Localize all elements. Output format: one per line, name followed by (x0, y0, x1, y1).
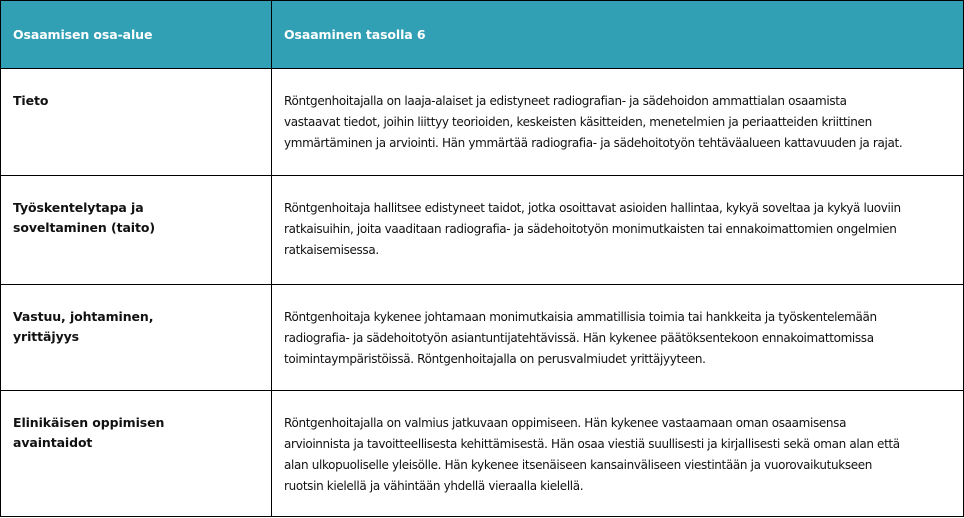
header-area: Osaamisen osa-alue (1, 1, 272, 69)
area-label: Työskentelytapa ja (13, 200, 144, 215)
description-line: Röntgenhoitaja hallitsee edistyneet taidot, jotka osoittavat asioiden hallintaa, kykyä soveltaa ja kykyä luoviin (284, 201, 901, 215)
description-cell (272, 391, 964, 517)
area-label: soveltaminen (taito) (13, 220, 155, 235)
area-label: Tieto (13, 93, 49, 108)
description-line: arvioinnista ja tavoitteellisesta kehittämisestä. Hän osaa viestiä suullisesti ja kirjallisesti sekä oman alan että (284, 437, 900, 451)
area-label: Vastuu, johtaminen, (13, 309, 154, 324)
area-cell (1, 391, 272, 517)
area-label: Elinikäisen oppimisen (13, 415, 165, 430)
description-line: Röntgenhoitaja kykenee johtamaan monimutkaisia ammatillisia toimia tai hankkeita ja työskentelemään (284, 310, 877, 324)
description-line: Röntgenhoitajalla on valmius jatkuvaan oppimiseen. Hän kykenee vastaamaan oman osaamisensa (284, 416, 847, 430)
table-row (1, 391, 964, 517)
table-row (1, 176, 964, 285)
description-line: Röntgenhoitajalla on laaja-alaiset ja edistyneet radiografian- ja sädehoidon ammattialan osaamista (284, 94, 847, 108)
description-line: ruotsin kielellä ja vähintään yhdellä vieraalla kielellä. (284, 479, 584, 493)
description-line: ratkaisemisessa. (284, 243, 379, 257)
area-cell (1, 176, 272, 285)
area-label: yrittäjyys (13, 329, 80, 344)
area-label: avaintaidot (13, 435, 93, 450)
description-line: vastaavat tiedot, joihin liittyy teorioiden, keskeisten käsitteiden, menetelmien ja periaatteiden kriittinen (284, 115, 872, 129)
description-cell (272, 285, 964, 391)
table-row (1, 69, 964, 176)
area-cell (1, 285, 272, 391)
description-cell (272, 69, 964, 176)
description-line: toimintaympäristöissä. Röntgenhoitajalla on perusvalmiudet yrittäjyyteen. (284, 352, 706, 366)
description-line: ymmärtäminen ja arviointi. Hän ymmärtää radiografia- ja sädehoitotyön tehtäväalueen kattavuuden ja rajat. (284, 136, 903, 150)
header-level: Osaaminen tasolla 6 (272, 1, 964, 69)
description-line: radiografia- ja sädehoitotyön asiantuntijatehtävissä. Hän kykenee päätöksentekoon ennakoimattomissa (284, 331, 874, 345)
description-line: ratkaisuihin, joita vaaditaan radiografia- ja sädehoitotyön monimutkaisten tai ennakoimattomien ongelmien (284, 222, 897, 236)
table-row (1, 285, 964, 391)
description-cell (272, 176, 964, 285)
table-header-row (1, 1, 964, 69)
description-line: alan ulkopuoliselle yleisölle. Hän kykenee itsenäiseen kansainväliseen viestintään ja vuorovaikutukseen (284, 458, 873, 472)
area-cell (1, 69, 272, 176)
